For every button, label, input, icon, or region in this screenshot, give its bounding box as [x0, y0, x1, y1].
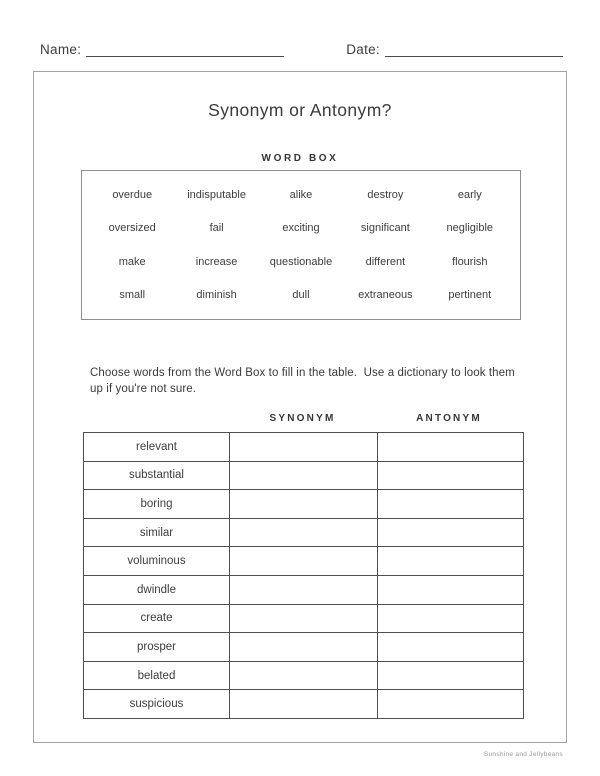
antonym-answer-cell[interactable] [378, 575, 524, 604]
table-row [84, 461, 524, 490]
table-row [84, 661, 524, 690]
date-input-line[interactable] [385, 42, 563, 57]
word-cell: belated [84, 661, 230, 690]
synonym-answer-cell[interactable] [230, 461, 378, 490]
synonym-answer-cell[interactable] [230, 604, 378, 633]
antonym-answer-cell[interactable] [378, 604, 524, 633]
antonym-answer-cell[interactable] [378, 633, 524, 662]
word-box-word: questionable [269, 255, 333, 268]
table-row [84, 575, 524, 604]
word-cell: voluminous [84, 547, 230, 576]
synonym-column-header: SYNONYM [269, 413, 336, 424]
word-box-word: oversized [108, 222, 156, 235]
answer-table-headers [84, 413, 522, 424]
antonym-answer-cell[interactable] [378, 518, 524, 547]
word-cell: substantial [84, 461, 230, 490]
word-box-word: fail [209, 222, 224, 235]
synonym-answer-cell[interactable] [230, 518, 378, 547]
antonym-answer-cell[interactable] [378, 661, 524, 690]
antonym-answer-cell[interactable] [378, 490, 524, 519]
table-row [84, 604, 524, 633]
instructions-text: Choose words from the Word Box to fill in the table. Use a dictionary to look them up if you're not sure. [90, 367, 519, 396]
name-label: Name: [40, 42, 82, 57]
word-box [81, 170, 521, 320]
table-row [84, 518, 524, 547]
word-box-word: indisputable [187, 188, 246, 201]
table-row [84, 633, 524, 662]
word-box-word: negligible [446, 222, 494, 235]
date-field [346, 42, 563, 57]
word-cell: prosper [84, 633, 230, 662]
synonym-answer-cell[interactable] [230, 633, 378, 662]
publisher-credit: Sunshine and Jellybeans [483, 751, 563, 758]
word-box-word: pertinent [448, 289, 492, 302]
antonym-column-header: ANTONYM [416, 413, 482, 424]
word-box-word: different [365, 255, 406, 268]
word-box-word: extraneous [358, 289, 413, 302]
word-box-row [90, 245, 512, 279]
word-box-word: small [119, 289, 146, 302]
synonym-answer-cell[interactable] [230, 690, 378, 719]
table-row [84, 433, 524, 462]
answer-table [83, 432, 524, 719]
word-cell: dwindle [84, 575, 230, 604]
word-box-word: increase [195, 255, 238, 268]
page-title: Synonym or Antonym? [208, 100, 392, 120]
word-box-word: flourish [452, 255, 488, 268]
table-row [84, 690, 524, 719]
synonym-answer-cell[interactable] [230, 575, 378, 604]
word-box-word: alike [289, 188, 313, 201]
synonym-answer-cell[interactable] [230, 547, 378, 576]
word-box-word: diminish [196, 289, 237, 302]
word-box-word: make [118, 255, 146, 268]
antonym-answer-cell[interactable] [378, 690, 524, 719]
word-box-word: early [457, 188, 482, 201]
worksheet-border [33, 71, 567, 743]
word-box-word: overdue [112, 188, 153, 201]
word-box-word: exciting [282, 222, 320, 235]
header-spacer [84, 413, 229, 424]
word-box-row [90, 279, 512, 313]
word-box-row [90, 178, 512, 212]
word-cell: similar [84, 518, 230, 547]
name-field [40, 42, 284, 57]
name-input-line[interactable] [86, 42, 284, 57]
synonym-answer-cell[interactable] [230, 433, 378, 462]
word-box-word: dull [292, 289, 310, 302]
antonym-answer-cell[interactable] [378, 547, 524, 576]
word-cell: boring [84, 490, 230, 519]
word-cell: relevant [84, 433, 230, 462]
date-label: Date: [346, 42, 380, 57]
synonym-answer-cell[interactable] [230, 661, 378, 690]
word-cell: suspicious [84, 690, 230, 719]
word-box-row [90, 212, 512, 246]
table-row [84, 490, 524, 519]
word-box-word: destroy [367, 188, 404, 201]
word-cell: create [84, 604, 230, 633]
name-date-row [40, 42, 563, 57]
synonym-answer-cell[interactable] [230, 490, 378, 519]
antonym-answer-cell[interactable] [378, 433, 524, 462]
word-box-label: WORD BOX [261, 153, 339, 164]
table-row [84, 547, 524, 576]
word-box-word: significant [360, 222, 410, 235]
antonym-answer-cell[interactable] [378, 461, 524, 490]
